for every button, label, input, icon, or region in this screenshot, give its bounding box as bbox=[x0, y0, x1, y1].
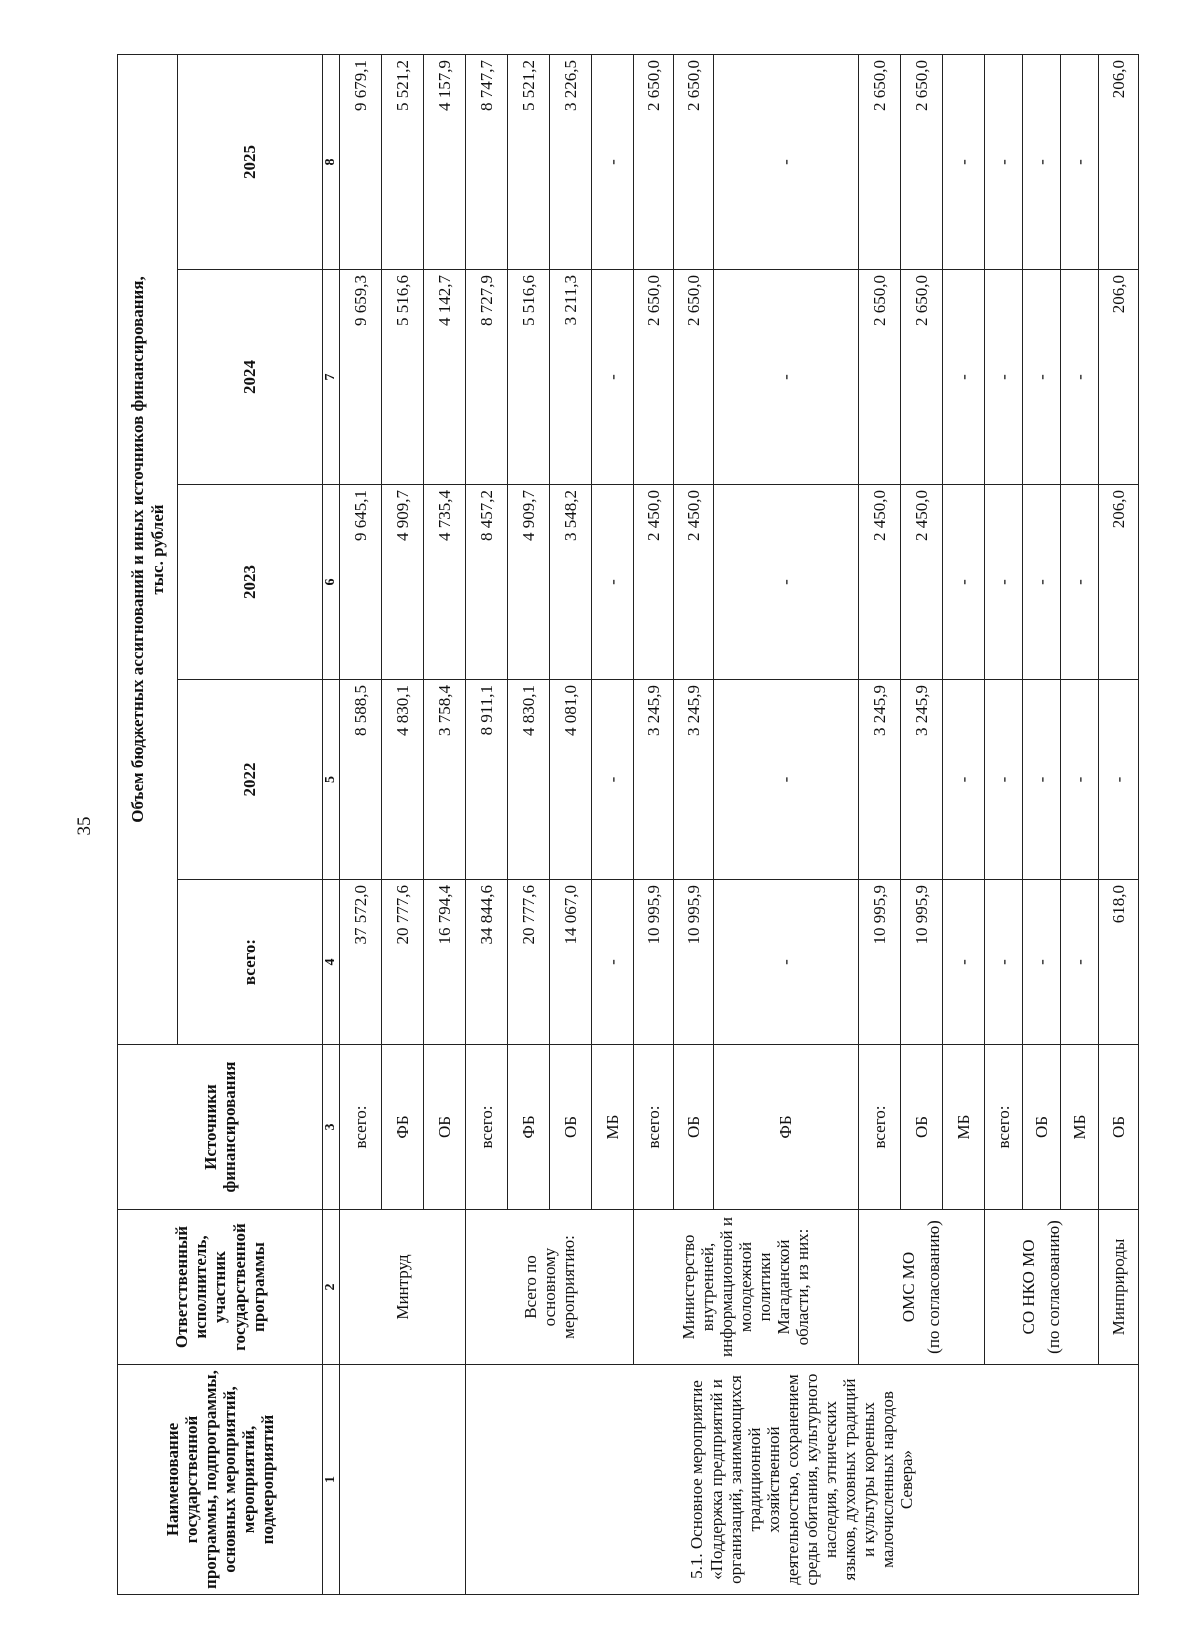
source-cell: ФБ bbox=[507, 1045, 549, 1210]
col-header-2022: 2022 bbox=[178, 680, 323, 880]
volume-group-unit: тыс. рублей bbox=[147, 504, 167, 595]
value-cell-total: - bbox=[591, 880, 633, 1045]
value-cell-y2024: 2 650,0 bbox=[673, 270, 713, 485]
value-cell-y2023: 4 909,7 bbox=[381, 485, 423, 680]
value-cell-y2022: 3 758,4 bbox=[423, 680, 465, 880]
value-cell-y2023: 2 450,0 bbox=[673, 485, 713, 680]
col-header-2025: 2025 bbox=[178, 55, 323, 270]
source-cell: МБ bbox=[1060, 1045, 1098, 1210]
source-cell: всего: bbox=[633, 1045, 673, 1210]
value-cell-y2024: - bbox=[591, 270, 633, 485]
source-cell: ОБ bbox=[423, 1045, 465, 1210]
mintrud-executor: Минтруд bbox=[339, 1210, 465, 1365]
nko-executor bbox=[984, 1210, 1098, 1365]
value-cell-y2024: 4 142,7 bbox=[423, 270, 465, 485]
column-number: 2 bbox=[323, 1210, 340, 1365]
source-cell: ОБ bbox=[1022, 1045, 1060, 1210]
column-number: 4 bbox=[323, 880, 340, 1045]
value-cell-y2023: - bbox=[942, 485, 984, 680]
value-cell-total: 618,0 bbox=[1098, 880, 1138, 1045]
value-cell-y2025: - bbox=[942, 55, 984, 270]
table-row bbox=[465, 55, 507, 1595]
value-cell-y2025: 5 521,2 bbox=[381, 55, 423, 270]
value-cell-y2022: - bbox=[984, 680, 1022, 880]
financing-table bbox=[117, 54, 1139, 1595]
value-cell-y2023: 3 548,2 bbox=[549, 485, 591, 680]
value-cell-y2024: 3 211,3 bbox=[549, 270, 591, 485]
nko-executor-note: (по согласованию) bbox=[1044, 1220, 1064, 1354]
value-cell-y2022: - bbox=[1022, 680, 1060, 880]
value-cell-y2025: - bbox=[1022, 55, 1060, 270]
column-number: 8 bbox=[323, 55, 340, 270]
value-cell-y2024: 2 650,0 bbox=[900, 270, 942, 485]
value-cell-y2023: - bbox=[984, 485, 1022, 680]
value-cell-y2022: 8 911,1 bbox=[465, 680, 507, 880]
value-cell-y2023: 2 450,0 bbox=[900, 485, 942, 680]
value-cell-y2022: - bbox=[1098, 680, 1138, 880]
table-row bbox=[1098, 55, 1138, 1595]
source-cell: всего: bbox=[339, 1045, 381, 1210]
mintrud-name-cell bbox=[339, 1365, 465, 1595]
col-header-name: Наименование государственной программы, подпрограммы, основных мероприятий, мероприятий, подмероприятий bbox=[118, 1365, 323, 1595]
value-cell-total: - bbox=[1022, 880, 1060, 1045]
value-cell-y2024: - bbox=[942, 270, 984, 485]
value-cell-y2023: 2 450,0 bbox=[858, 485, 900, 680]
value-cell-y2024: - bbox=[1060, 270, 1098, 485]
value-cell-y2023: 2 450,0 bbox=[633, 485, 673, 680]
page-number: 35 bbox=[74, 816, 95, 836]
col-header-2023: 2023 bbox=[178, 485, 323, 680]
table-row bbox=[858, 55, 900, 1595]
value-cell-y2024: 5 516,6 bbox=[381, 270, 423, 485]
table-row bbox=[633, 55, 673, 1595]
value-cell-y2022: - bbox=[942, 680, 984, 880]
table-body bbox=[323, 55, 1139, 1595]
column-numbers-row bbox=[323, 55, 340, 1595]
column-number: 3 bbox=[323, 1045, 340, 1210]
column-number: 1 bbox=[323, 1365, 340, 1595]
measure-name: 5.1. Основное мероприятие «Поддержка предприятий и организаций, занимающихся традиционной хозяйственной деятельностью, сохранением среды обитания, культурного наследия, этнических языков, духовных традиций и культуры коренных малочисленных народов Севера» bbox=[465, 1365, 1138, 1595]
source-cell: ОБ bbox=[673, 1045, 713, 1210]
value-cell-y2024: 206,0 bbox=[1098, 270, 1138, 485]
value-cell-total: 10 995,9 bbox=[673, 880, 713, 1045]
value-cell-total: 20 777,6 bbox=[381, 880, 423, 1045]
oms-executor-name: ОМС МО bbox=[899, 1251, 919, 1323]
value-cell-y2023: - bbox=[1060, 485, 1098, 680]
value-cell-total: 10 995,9 bbox=[900, 880, 942, 1045]
value-cell-total: 16 794,4 bbox=[423, 880, 465, 1045]
col-header-total: всего: bbox=[178, 880, 323, 1045]
value-cell-total: - bbox=[713, 880, 858, 1045]
col-header-volume-group bbox=[118, 55, 178, 1045]
minprirody-executor: Минприроды bbox=[1098, 1210, 1138, 1365]
value-cell-y2024: - bbox=[984, 270, 1022, 485]
value-cell-y2023: - bbox=[713, 485, 858, 680]
source-cell: МБ bbox=[591, 1045, 633, 1210]
source-cell: всего: bbox=[984, 1045, 1022, 1210]
source-cell: ОБ bbox=[1098, 1045, 1138, 1210]
column-number: 7 bbox=[323, 270, 340, 485]
value-cell-y2025: 3 226,5 bbox=[549, 55, 591, 270]
value-cell-y2022: 4 830,1 bbox=[507, 680, 549, 880]
value-cell-y2023: 4 735,4 bbox=[423, 485, 465, 680]
value-cell-y2024: 9 659,3 bbox=[339, 270, 381, 485]
value-cell-total: 20 777,6 bbox=[507, 880, 549, 1045]
source-cell: всего: bbox=[858, 1045, 900, 1210]
value-cell-y2023: 8 457,2 bbox=[465, 485, 507, 680]
source-cell: МБ bbox=[942, 1045, 984, 1210]
value-cell-y2025: 5 521,2 bbox=[507, 55, 549, 270]
value-cell-y2022: 8 588,5 bbox=[339, 680, 381, 880]
value-cell-total: - bbox=[942, 880, 984, 1045]
value-cell-y2025: 206,0 bbox=[1098, 55, 1138, 270]
value-cell-y2025: 8 747,7 bbox=[465, 55, 507, 270]
value-cell-y2022: - bbox=[1060, 680, 1098, 880]
value-cell-y2025: 2 650,0 bbox=[900, 55, 942, 270]
col-header-source: Источники финансирования bbox=[118, 1045, 323, 1210]
value-cell-total: 34 844,6 bbox=[465, 880, 507, 1045]
value-cell-y2025: 4 157,9 bbox=[423, 55, 465, 270]
source-cell: ФБ bbox=[713, 1045, 858, 1210]
table-row bbox=[984, 55, 1022, 1595]
value-cell-y2024: - bbox=[713, 270, 858, 485]
col-header-2024: 2024 bbox=[178, 270, 323, 485]
value-cell-y2024: 8 727,9 bbox=[465, 270, 507, 485]
value-cell-y2025: 2 650,0 bbox=[633, 55, 673, 270]
col-header-executor: Ответственный исполнитель, участник государственной программы bbox=[118, 1210, 323, 1365]
value-cell-y2023: 206,0 bbox=[1098, 485, 1138, 680]
measure-executor: Всего по основному мероприятию: bbox=[465, 1210, 633, 1365]
value-cell-y2022: 3 245,9 bbox=[858, 680, 900, 880]
column-number: 6 bbox=[323, 485, 340, 680]
value-cell-total: 37 572,0 bbox=[339, 880, 381, 1045]
value-cell-y2025: 9 679,1 bbox=[339, 55, 381, 270]
value-cell-y2024: - bbox=[1022, 270, 1060, 485]
value-cell-total: - bbox=[984, 880, 1022, 1045]
ministry-executor: Министерство внутренней, информационной и молодежной политики Магаданской области, из них: bbox=[633, 1210, 858, 1365]
value-cell-y2024: 2 650,0 bbox=[858, 270, 900, 485]
nko-executor-name: СО НКО МО bbox=[1019, 1239, 1039, 1335]
rotated-page bbox=[117, 55, 1128, 1595]
value-cell-y2023: - bbox=[1022, 485, 1060, 680]
value-cell-y2025: 2 650,0 bbox=[858, 55, 900, 270]
value-cell-y2022: 4 830,1 bbox=[381, 680, 423, 880]
value-cell-y2022: 3 245,9 bbox=[673, 680, 713, 880]
value-cell-y2023: 4 909,7 bbox=[507, 485, 549, 680]
value-cell-total: 10 995,9 bbox=[858, 880, 900, 1045]
source-cell: ОБ bbox=[900, 1045, 942, 1210]
volume-group-title: Объем бюджетных ассигнований и иных источников финансирования, bbox=[128, 276, 148, 823]
value-cell-y2022: - bbox=[713, 680, 858, 880]
source-cell: всего: bbox=[465, 1045, 507, 1210]
value-cell-y2022: 3 245,9 bbox=[900, 680, 942, 880]
value-cell-y2025: - bbox=[591, 55, 633, 270]
source-cell: ФБ bbox=[381, 1045, 423, 1210]
value-cell-y2022: 4 081,0 bbox=[549, 680, 591, 880]
value-cell-y2024: 2 650,0 bbox=[633, 270, 673, 485]
oms-executor bbox=[858, 1210, 984, 1365]
value-cell-y2023: - bbox=[591, 485, 633, 680]
column-number: 5 bbox=[323, 680, 340, 880]
value-cell-y2025: - bbox=[713, 55, 858, 270]
value-cell-y2022: 3 245,9 bbox=[633, 680, 673, 880]
value-cell-y2025: 2 650,0 bbox=[673, 55, 713, 270]
value-cell-total: - bbox=[1060, 880, 1098, 1045]
value-cell-total: 14 067,0 bbox=[549, 880, 591, 1045]
value-cell-y2025: - bbox=[1060, 55, 1098, 270]
table-row bbox=[339, 55, 381, 1595]
oms-executor-note: (по согласованию) bbox=[924, 1220, 944, 1354]
value-cell-y2022: - bbox=[591, 680, 633, 880]
source-cell: ОБ bbox=[549, 1045, 591, 1210]
value-cell-y2025: - bbox=[984, 55, 1022, 270]
value-cell-y2023: 9 645,1 bbox=[339, 485, 381, 680]
value-cell-total: 10 995,9 bbox=[633, 880, 673, 1045]
value-cell-y2024: 5 516,6 bbox=[507, 270, 549, 485]
